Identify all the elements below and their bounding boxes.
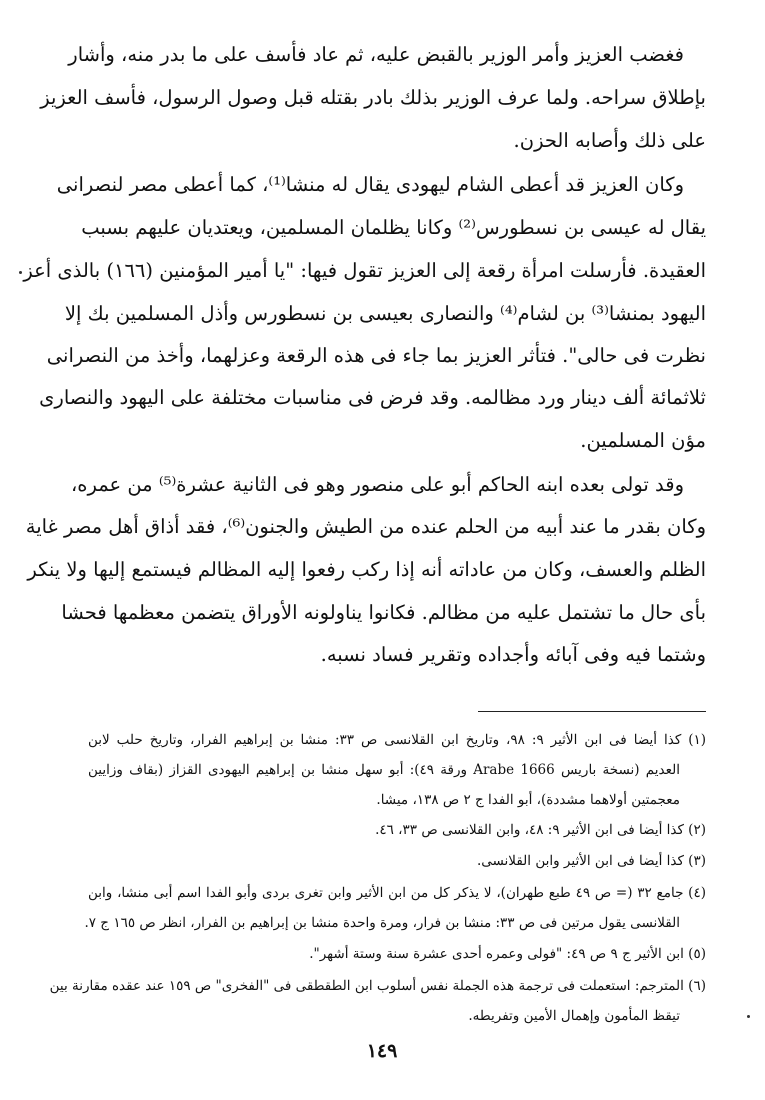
- paragraph-2-line-5: نظرت فى حالى". فتأثر العزيز بما جاء فى هذه الرقعة وعزلهما، وأخذ من النصرانى: [46, 344, 706, 367]
- footnote-6-line-1: (٦) المترجم: استعملت فى ترجمة هذه الجملة نفس أسلوب ابن الطقطقى فى "الفخرى" ص ١٥٩ عند عقده مقارنة بين: [49, 978, 706, 994]
- paragraph-2-line-4: اليهود بمنشا⁽³⁾ بن لشام⁽⁴⁾ والنصارى بعيسى بن نسطورس وأذل المسلمين بك إلا: [64, 302, 706, 325]
- footnote-4-line-1: (٤) جامع ٣٢ (= ص ٤٩ طبع طهران)، لا يذكر كل من ابن الأثير وابن تغرى بردى وأبو الفدا اسم أبى منشا، وابن: [88, 885, 706, 901]
- scan-speck-left: [19, 271, 22, 274]
- paragraph-2-line-6: ثلاثمائة ألف دينار ورد مظالمه. وقد فرض فى مناسبات مختلفة على اليهود والنصارى: [39, 386, 706, 409]
- footnote-1-line-3: معجمتين أولاهما مشددة)، أبو الفدا ج ٢ ص ١٣٨، ميشا.: [376, 792, 680, 808]
- paragraph-1-line-3: على ذلك وأصابه الحزن.: [513, 129, 706, 152]
- paragraph-3-line-5: وشتما فيه وفى آبائه وأجداده وتقرير فساد نسبه.: [320, 643, 706, 666]
- paragraph-3-line-4: بأى حال ما تشتمل عليه من مظالم. فكانوا يناولونه الأوراق يتضمن معظمها فحشا: [61, 601, 706, 624]
- footnote-4-line-2: القلانسى يقول مرتين فى ص ٣٣: منشا بن فرار، ومرة واحدة منشا بن إبراهيم بن الفرار، انظر ص ١٦٥ ج ٧.: [84, 915, 680, 931]
- footnote-2: (٢) كذا أيضا فى ابن الأثير ٩: ٤٨، وابن القلانسى ص ٣٣، ٤٦.: [375, 822, 706, 838]
- footnote-separator: [478, 711, 706, 712]
- paragraph-1-line-2: بإطلاق سراحه. ولما عرف الوزير بذلك بادر بقتله قبل وصول الرسول، فأسف العزيز: [40, 86, 706, 109]
- paragraph-3-line-1: وقد تولى بعده ابنه الحاكم أبو على منصور وهو فى الثانية عشرة⁽⁵⁾ من عمره،: [70, 473, 684, 496]
- paragraph-1-line-1: فغضب العزيز وأمر الوزير بالقبض عليه، ثم عاد فأسف على ما بدر منه، وأشار: [68, 43, 684, 66]
- paragraph-2-line-2: يقال له عيسى بن نسطورس⁽²⁾ وكانا يظلمان المسلمين، ويعتديان عليهم بسبب: [81, 216, 706, 239]
- footnote-3: (٣) كذا أيضا فى ابن الأثير وابن القلانسى.: [476, 853, 706, 869]
- footnote-1-line-2: العديم (نسخة باريس Arabe 1666 ورقة ٤٩): أبو سهل منشا بن إبراهيم اليهودى القزاز (بقاف وزايين: [88, 762, 681, 778]
- footnote-5: (٥) ابن الأثير ج ٩ ص ٤٩: "فولى وعمره أحدى عشرة سنة وستة أشهر".: [309, 946, 706, 962]
- page-number: ١٤٩: [366, 1040, 398, 1062]
- paragraph-3-line-2: وكان بقدر ما عند أبيه من الحلم عنده من الطيش والجنون⁽⁶⁾، فقد أذاق أهل مصر غاية: [25, 515, 706, 538]
- paragraph-2-line-7: مؤن المسلمين.: [580, 429, 706, 452]
- scan-speck-right: [747, 1015, 750, 1018]
- paragraph-2-line-3: العقيدة. فأرسلت امرأة رقعة إلى العزيز تقول فيها: "يا أمير المؤمنين (١٦٦) بالذى أعز: [23, 259, 706, 282]
- footnote-6-line-2: تيقظ المأمون وإهمال الأمين وتفريطه.: [468, 1008, 680, 1024]
- paragraph-2-line-1: وكان العزيز قد أعطى الشام ليهودى يقال له منشا⁽¹⁾، كما أعطى مصر لنصرانى: [56, 173, 684, 196]
- footnote-1-line-1: (١) كذا أيضا فى ابن الأثير ٩: ٩٨، وتاريخ ابن القلانسى ص ٣٣: منشا بن إبراهيم الفرار، وتاريخ حلب لابن: [88, 732, 707, 748]
- paragraph-3-line-3: الظلم والعسف، وكان من عاداته أنه إذا ركب رفعوا إليه المظالم فيستمع إليها ولا ينكر: [27, 558, 706, 581]
